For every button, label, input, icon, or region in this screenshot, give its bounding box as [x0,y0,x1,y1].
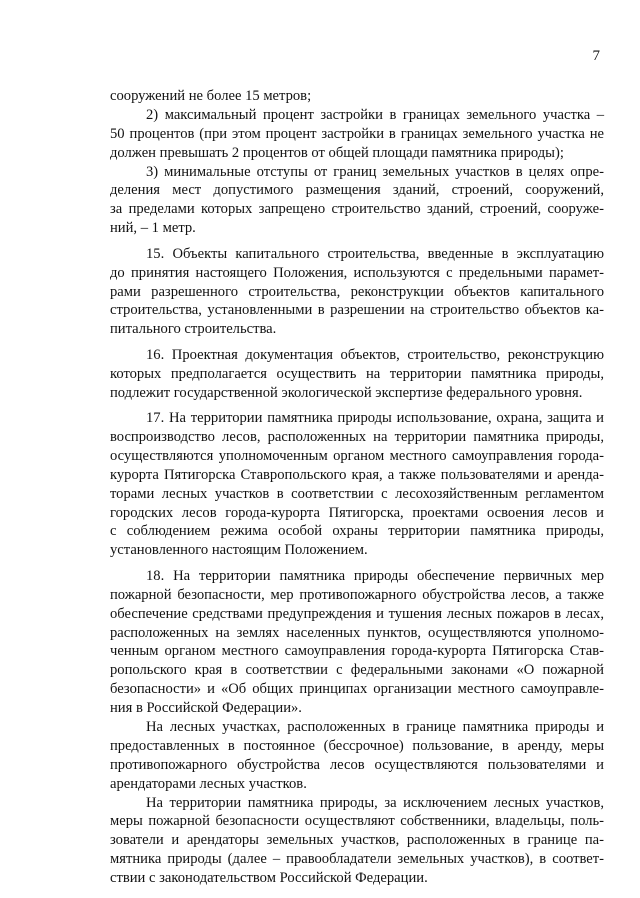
text-line: противопожарного обустройства лесов осуществляются пользователями и [110,756,604,773]
text-line: городских лесов города-курорта Пятигорска, проектами освоения лесов и [110,504,604,521]
text-line: ропольского края в соответствии с федеральными законами «О пожарной [110,662,604,679]
text-line: ченным органом местного самоуправления города-курорта Пятигорска Став- [110,643,604,660]
page-number: 7 [592,48,600,64]
text-line: ствии с законодательством Российской Федерации. [110,870,428,887]
text-line: подлежит государственной экологической экспертизе федерального уровня. [110,384,583,401]
text-line: обеспечение средствами предупреждения и тушения лесных пожаров в лесах, [110,605,604,622]
text-line: питального строительства. [110,321,277,338]
text-line: 17. На территории памятника природы использование, охрана, защита и [146,410,604,427]
text-line: с соблюдением режима особой охраны территории памятника природы, [110,523,604,540]
text-line: расположенных на землях населенных пунктов, осуществляются уполномо- [110,624,604,641]
text-line: до принятия настоящего Положения, используются с предельными парамет- [110,264,604,281]
text-line: ния в Российской Федерации». [110,700,302,717]
text-line: сооружений не более 15 метров; [110,88,312,104]
text-line: деления мест допустимого размещения зданий, строений, сооружений, [110,182,604,199]
text-line: арендаторами лесных участков. [110,775,307,792]
text-line: 50 процентов (при этом процент застройки в границах земельного участка не [110,125,604,142]
text-line: пожарной безопасности, мер противопожарного обустройства лесов, а также [110,586,604,603]
text-line: должен превышать 2 процентов от общей площади памятника природы); [110,144,564,161]
text-line: за пределами которых запрещено строительство зданий, строений, сооруже- [110,201,604,218]
text-line: 3) минимальные отступы от границ земельных участков в целях опре- [146,163,604,180]
text-line: безопасности» и «Об общих принципах организации местного самоуправле- [110,681,604,698]
text-line: торами лесных участков в соответствии с лесохозяйственным регламентом [110,485,604,502]
text-line: воспроизводство лесов, расположенных на территории памятника природы, [110,428,604,445]
text-line: 2) максимальный процент застройки в границах земельного участка – [146,106,604,123]
text-line: курорта Пятигорска Ставропольского края, а также пользователями и арендa- [110,466,604,483]
text-line: осуществляются уполномоченным органом местного самоуправления города- [110,447,604,464]
text-line: мятника природы (далее – правообладатели земельных участков), в соответ- [110,851,604,868]
text-line: меры пожарной безопасности осуществляют собственники, владельцы, поль- [110,813,604,830]
text-line: зователи и арендаторы земельных участков, расположенных в границе па- [110,832,604,849]
text-line: которых предполагается осуществить на территории памятника природы, [110,365,604,382]
text-line: На территории памятника природы, за исключением лесных участков, [146,794,604,811]
text-line: 15. Объекты капитального строительства, введенные в эксплуатацию [146,245,604,262]
text-line: 18. На территории памятника природы обеспечение первичных мер [146,567,604,584]
text-line: строительства, установленными в разрешении на строительство объектов ка- [110,302,604,319]
text-line: предоставленных в постоянное (бессрочное) пользование, в аренду, меры [110,737,604,754]
text-line: ний, – 1 метр. [110,220,196,237]
text-line: На лесных участках, расположенных в границе памятника природы и [146,718,604,735]
text-line: установленного настоящим Положением. [110,542,368,559]
text-line: 16. Проектная документация объектов, строительство, реконструкцию [146,346,604,363]
text-line: рами разрешенного строительства, реконструкции объектов капитального [110,283,604,300]
